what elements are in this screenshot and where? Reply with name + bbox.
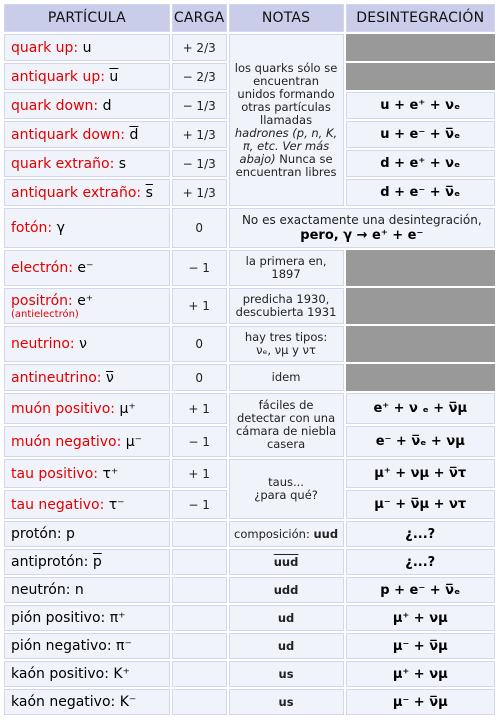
quark-notes bbox=[229, 34, 344, 206]
table-row bbox=[4, 521, 495, 547]
composition-value: us bbox=[278, 694, 294, 709]
particle-cell: kaón positivo: K⁺ bbox=[4, 661, 170, 687]
particle-cell: tau negativo: τ⁻ bbox=[4, 490, 170, 519]
charge-cell bbox=[172, 605, 227, 631]
photon-note-line1: No es exactamente una desintegración, bbox=[241, 213, 482, 227]
table-row bbox=[4, 364, 495, 391]
decay-empty bbox=[346, 250, 496, 286]
neutrino-note-line1: hay tres tipos: bbox=[244, 330, 328, 344]
header-charge: CARGA bbox=[172, 4, 227, 32]
charge-cell: − 1/3 bbox=[172, 92, 227, 119]
charge-cell bbox=[172, 689, 227, 715]
quark-note-text: los quarks sólo se encuentran unidos formando otras partículas llamadas bbox=[234, 60, 338, 127]
note-cell: idem bbox=[229, 364, 344, 391]
table-row bbox=[4, 393, 495, 424]
decay-cell: u + e⁻ + ν̅ₑ bbox=[346, 121, 496, 148]
table-row bbox=[4, 549, 495, 575]
note-cell bbox=[229, 661, 344, 687]
antielectron-label: (antielectrón) bbox=[11, 308, 79, 320]
composition-value: uud bbox=[313, 526, 339, 541]
decay-cell: e⁺ + ν ₑ + ν̅μ bbox=[346, 393, 496, 424]
composition-value: $\overline{uud}$ bbox=[273, 554, 299, 569]
charge-cell bbox=[172, 633, 227, 659]
header-notes: NOTAS bbox=[229, 4, 344, 32]
charge-cell: 0 bbox=[172, 364, 227, 391]
charge-cell: + 1 bbox=[172, 393, 227, 424]
note-cell bbox=[229, 689, 344, 715]
particle-cell: antineutrino: ν̅ bbox=[4, 364, 170, 391]
neutrino-note-line2: νₑ, νμ y ντ bbox=[256, 343, 316, 357]
particle-cell: antiquark down: $\overline{d}$ bbox=[4, 121, 170, 148]
charge-cell: 0 bbox=[172, 208, 227, 248]
charge-cell: + 1/3 bbox=[172, 179, 227, 206]
header-particle: PARTÍCULA bbox=[4, 4, 170, 32]
table-row bbox=[4, 689, 495, 715]
table-row bbox=[4, 288, 495, 324]
note-cell bbox=[229, 633, 344, 659]
table-row bbox=[4, 633, 495, 659]
tau-note-line1: taus... bbox=[268, 475, 304, 489]
decay-cell: d + e⁺ + νₑ bbox=[346, 150, 496, 177]
charge-cell: − 1 bbox=[172, 250, 227, 286]
decay-cell: ¿...? bbox=[346, 549, 496, 575]
note-cell: la primera en, 1897 bbox=[229, 250, 344, 286]
composition-value: ud bbox=[277, 610, 295, 625]
decay-cell: μ⁺ + νμ bbox=[346, 605, 496, 631]
particle-cell: muón negativo: μ⁻ bbox=[4, 426, 170, 457]
decay-cell: u + e⁺ + νₑ bbox=[346, 92, 496, 119]
particle-cell: quark extraño: s bbox=[4, 150, 170, 177]
note-cell: predicha 1930, descubierta 1931 bbox=[229, 288, 344, 324]
composition-label: composición: bbox=[234, 526, 310, 541]
particle-cell: fotón: γ bbox=[4, 208, 170, 248]
particle-cell: kaón negativo: K⁻ bbox=[4, 689, 170, 715]
charge-cell: − 2/3 bbox=[172, 63, 227, 90]
table-row bbox=[4, 34, 495, 61]
decay-cell: μ⁺ + νμ + ν̅τ bbox=[346, 459, 496, 488]
table-row bbox=[4, 250, 495, 286]
quark-note-hadrons: hadrones (p, n, K, π, etc. Ver más abajo) bbox=[234, 125, 338, 166]
particle-cell: tau positivo: τ⁺ bbox=[4, 459, 170, 488]
muon-note: fáciles de detectar con una cámara de niebla casera bbox=[229, 393, 344, 457]
particle-cell: quark down: d bbox=[4, 92, 170, 119]
decay-empty bbox=[346, 63, 496, 90]
decay-cell: μ⁻ + ν̅μ bbox=[346, 633, 496, 659]
photon-note bbox=[229, 208, 495, 248]
particle-cell: antiquark extraño: $\overline{s}$ bbox=[4, 179, 170, 206]
note-cell bbox=[229, 549, 344, 575]
charge-cell: + 1 bbox=[172, 288, 227, 324]
table-row bbox=[4, 459, 495, 488]
decay-empty bbox=[346, 364, 496, 391]
charge-cell: 0 bbox=[172, 326, 227, 362]
note-cell bbox=[229, 521, 344, 547]
composition-value: ud bbox=[277, 638, 295, 653]
decay-cell: μ⁻ + ν̅μ + ντ bbox=[346, 490, 496, 519]
charge-cell: − 1/3 bbox=[172, 150, 227, 177]
table-row bbox=[4, 208, 495, 248]
header-row bbox=[4, 4, 495, 32]
note-cell bbox=[229, 605, 344, 631]
table-row bbox=[4, 661, 495, 687]
decay-empty bbox=[346, 326, 496, 362]
decay-cell: e⁻ + ν̅ₑ + νμ bbox=[346, 426, 496, 457]
header-decay: DESINTEGRACIÓN bbox=[346, 4, 496, 32]
particle-cell: pión negativo: π⁻ bbox=[4, 633, 170, 659]
decay-cell: μ⁻ + ν̅μ bbox=[346, 689, 496, 715]
particle-cell: positrón: e⁺ (antielectrón) bbox=[4, 288, 170, 324]
table-row bbox=[4, 605, 495, 631]
tau-note bbox=[229, 459, 344, 519]
charge-cell: + 2/3 bbox=[172, 34, 227, 61]
charge-cell: + 1/3 bbox=[172, 121, 227, 148]
charge-cell bbox=[172, 521, 227, 547]
particle-cell: pión positivo: π⁺ bbox=[4, 605, 170, 631]
decay-cell: p + e⁻ + ν̅ₑ bbox=[346, 577, 496, 603]
note-cell bbox=[229, 577, 344, 603]
charge-cell bbox=[172, 577, 227, 603]
charge-cell bbox=[172, 661, 227, 687]
table-row bbox=[4, 577, 495, 603]
decay-cell: μ⁺ + νμ bbox=[346, 661, 496, 687]
charge-cell: + 1 bbox=[172, 459, 227, 488]
particle-cell: electrón: e⁻ bbox=[4, 250, 170, 286]
composition-value: udd bbox=[273, 582, 299, 597]
particle-cell: muón positivo: μ⁺ bbox=[4, 393, 170, 424]
particle-table bbox=[2, 2, 497, 717]
particle-cell: antiquark up: $\overline{u}$ bbox=[4, 63, 170, 90]
table-row bbox=[4, 326, 495, 362]
particle-cell: protón: p bbox=[4, 521, 170, 547]
particle-cell: quark up: u bbox=[4, 34, 170, 61]
note-cell bbox=[229, 326, 344, 362]
charge-cell: − 1 bbox=[172, 490, 227, 519]
tau-note-line2: ¿para qué? bbox=[254, 488, 318, 502]
particle-cell: neutrino: ν bbox=[4, 326, 170, 362]
composition-value: us bbox=[278, 666, 294, 681]
decay-cell: d + e⁻ + ν̅ₑ bbox=[346, 179, 496, 206]
particle-cell: antiprotón: $\overline{p}$ bbox=[4, 549, 170, 575]
decay-cell: ¿...? bbox=[346, 521, 496, 547]
charge-cell: − 1 bbox=[172, 426, 227, 457]
charge-cell bbox=[172, 549, 227, 575]
decay-empty bbox=[346, 34, 496, 61]
decay-empty bbox=[346, 288, 496, 324]
quark-note-free: Nunca se encuentran libres bbox=[235, 151, 337, 179]
photon-note-line2: pero, γ → e⁺ + e⁻ bbox=[300, 228, 424, 243]
particle-cell: neutrón: n bbox=[4, 577, 170, 603]
